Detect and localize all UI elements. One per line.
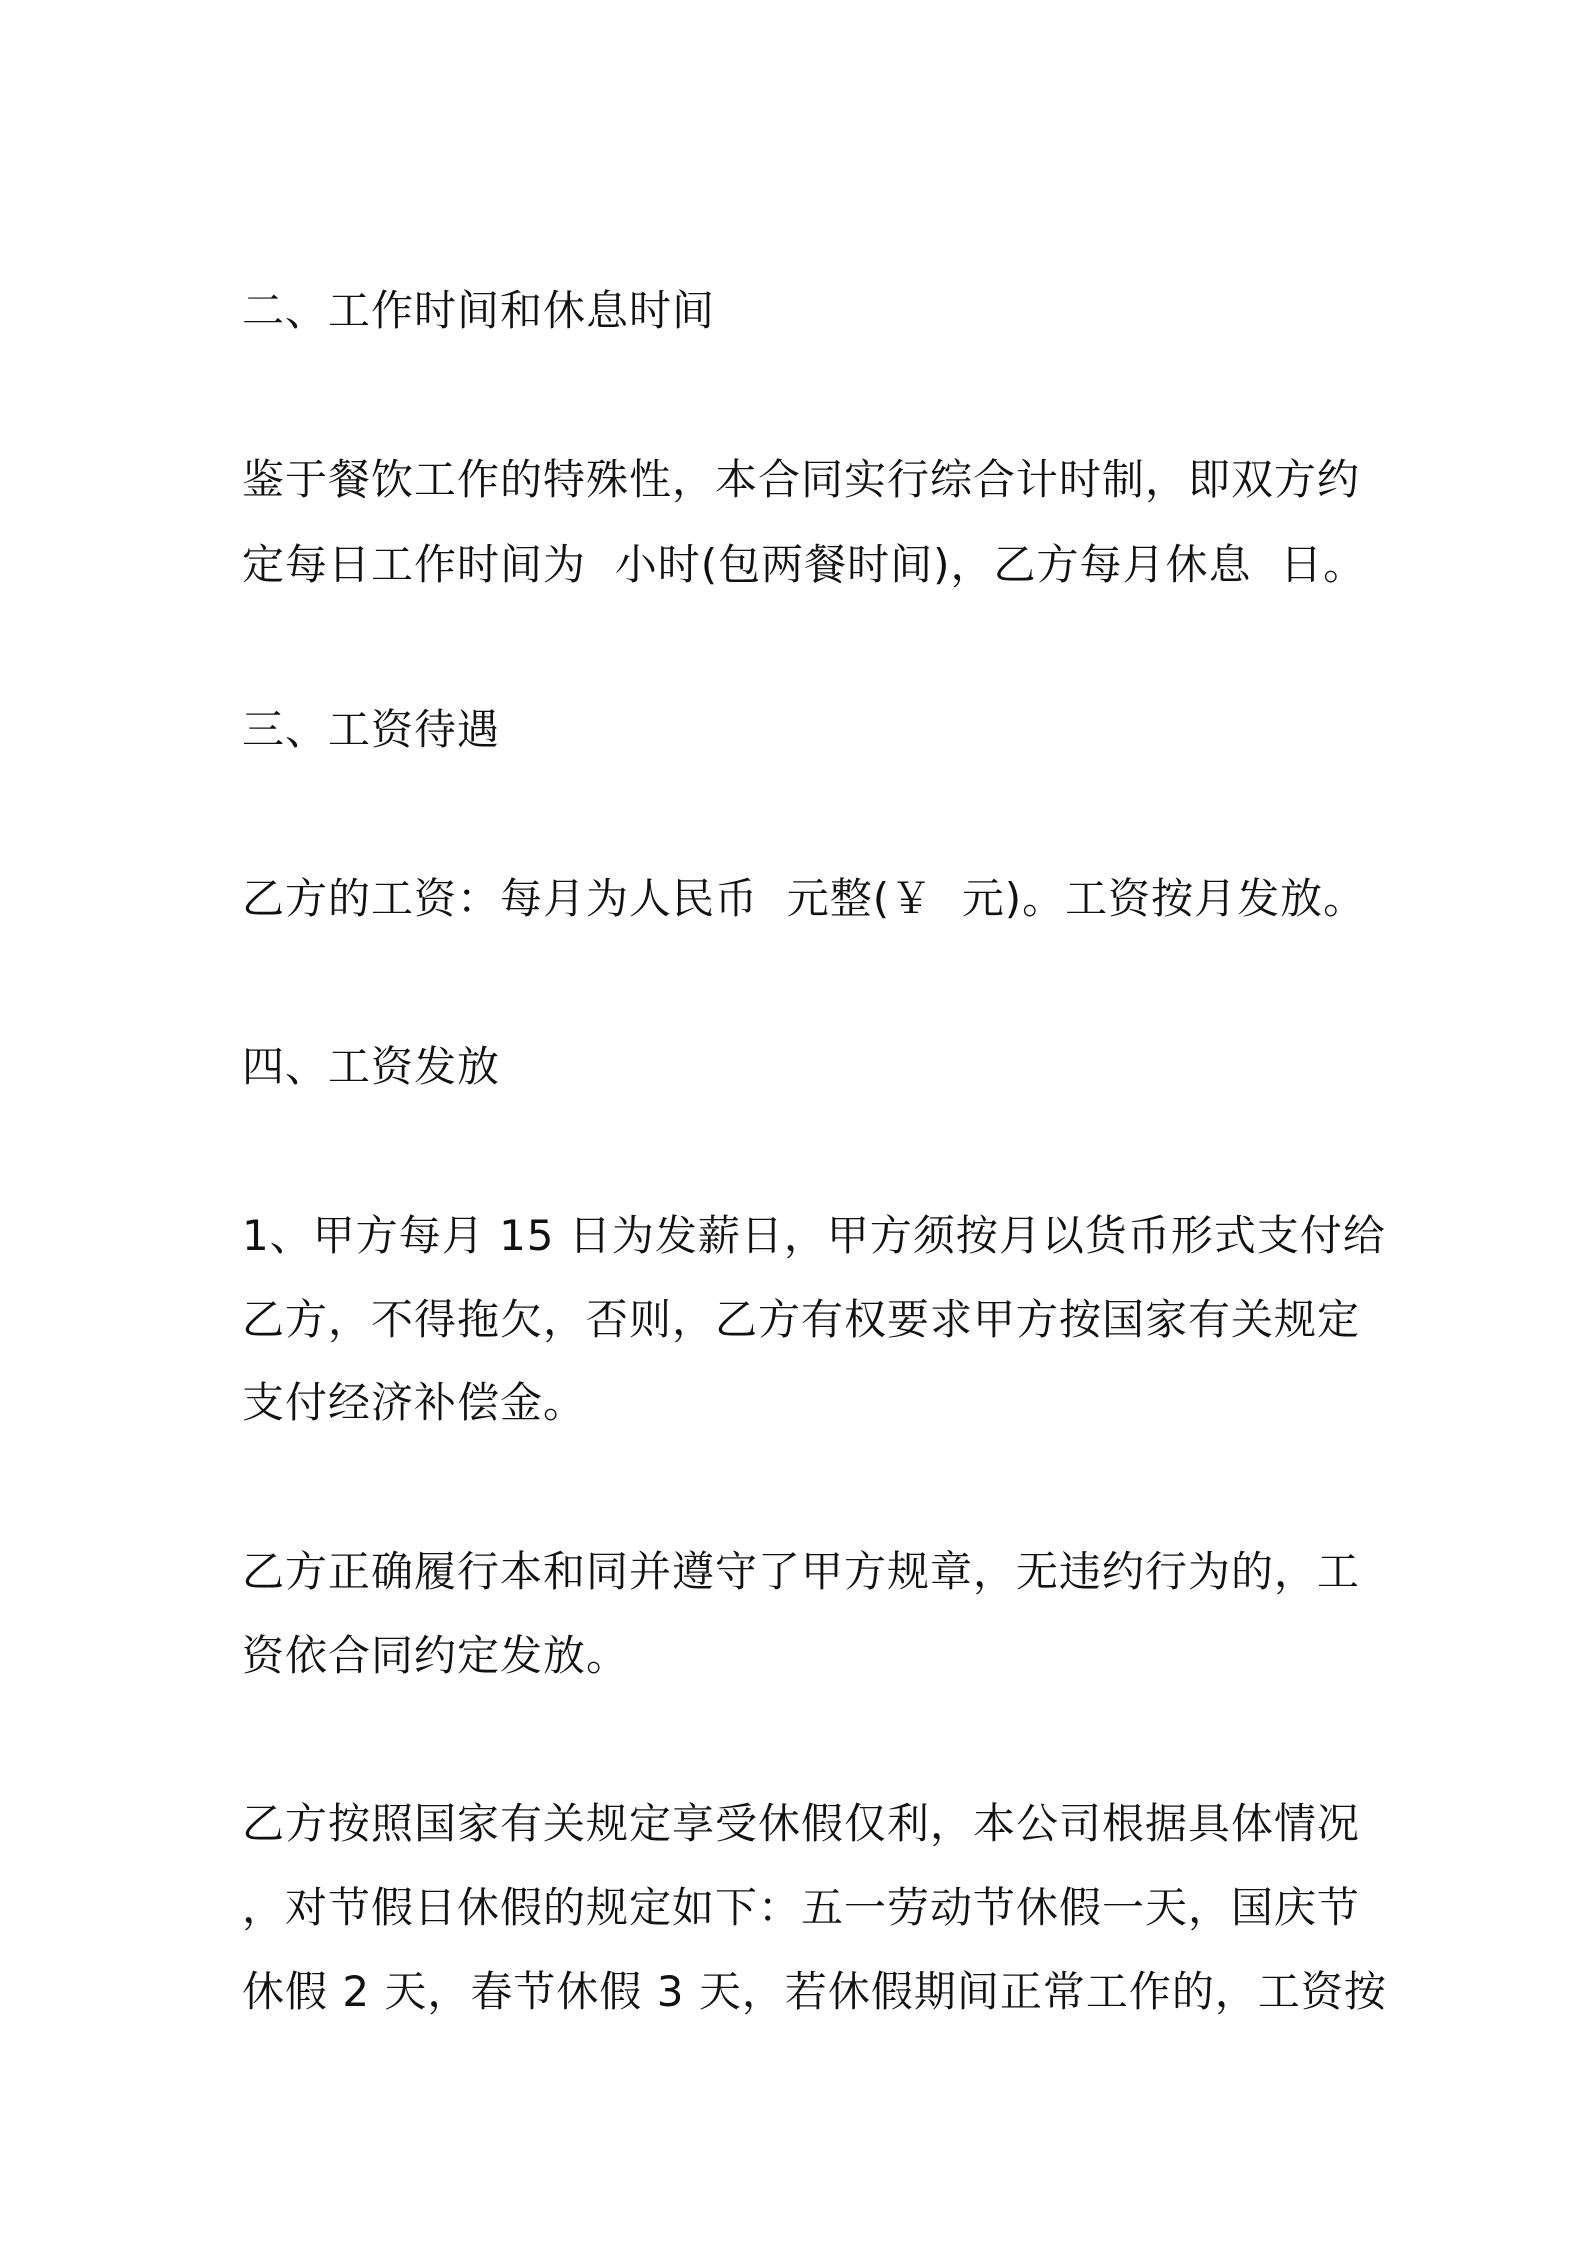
section4-heading: 四、工资发放 (242, 1042, 501, 1091)
item1-line3: 支付经济补偿金。 (242, 1378, 587, 1427)
section2-paragraph-line2: 定每日工作时间为 小时(包两餐时间)，乙方每月休息 日。 (242, 540, 1367, 589)
paragraph3-line1: 乙方按照国家有关规定享受休假仅利，本公司根据具体情况 (242, 1799, 1361, 1848)
item1-line2: 乙方，不得拖欠，否则，乙方有权要求甲方按国家有关规定 (242, 1295, 1361, 1344)
section3-heading: 三、工资待遇 (242, 705, 501, 754)
paragraph2-line1: 乙方正确履行本和同并遵守了甲方规章，无违约行为的，工 (242, 1547, 1361, 1596)
paragraph3-line2: ，对节假日休假的规定如下：五一劳动节休假一天，国庆节 (242, 1883, 1361, 1932)
section2-paragraph-line1: 鉴于餐饮工作的特殊性，本合同实行综合计时制，即双方约 (242, 455, 1361, 504)
section2-heading: 二、工作时间和休息时间 (242, 286, 716, 335)
paragraph2-line2: 资依合同约定发放。 (242, 1631, 630, 1680)
paragraph3-line3: 休假 2 天，春节休假 3 天，若休假期间正常工作的，工资按 (242, 1967, 1387, 2016)
item1-line1: 1、甲方每月 15 日为发薪日，甲方须按月以货币形式支付给 (242, 1211, 1386, 1260)
section3-paragraph-line1: 乙方的工资：每月为人民币 元整(￥ 元)。工资按月发放。 (242, 874, 1367, 923)
